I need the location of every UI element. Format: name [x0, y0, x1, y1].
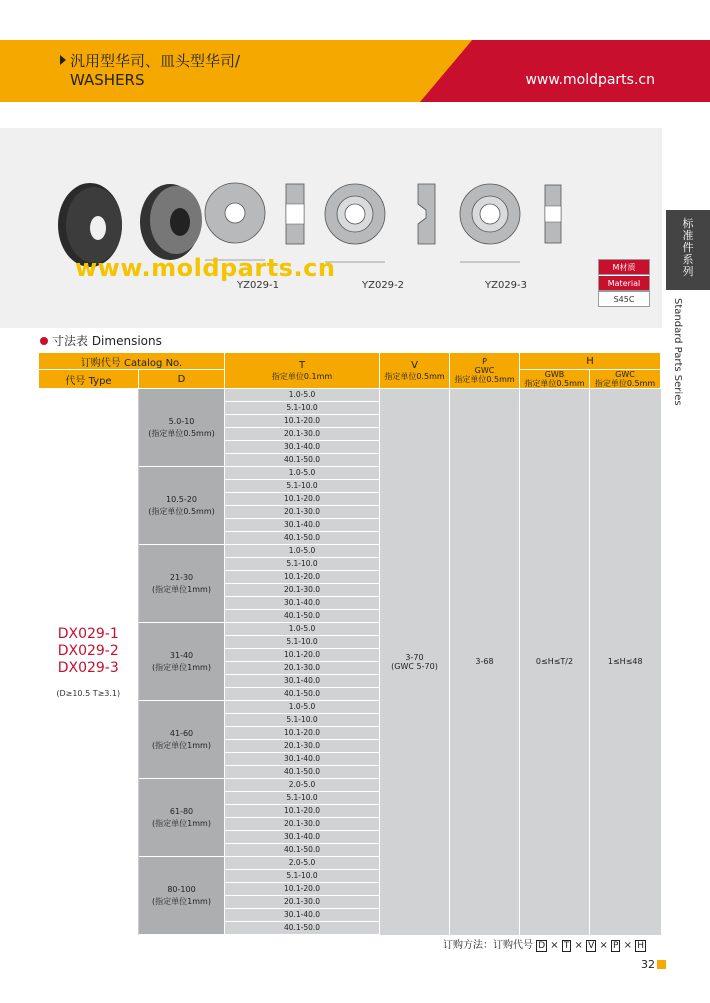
t-value-cell: 20.1-30.0 [225, 818, 380, 831]
header-t: T 指定单位0.1mm [225, 353, 380, 389]
t-value-cell: 5.1-10.0 [225, 636, 380, 649]
t-value-cell: 5.1-10.0 [225, 558, 380, 571]
p-value-cell: 3-68 [450, 389, 520, 935]
header-h-gwb: GWB 指定单位0.5mm [520, 370, 590, 389]
t-value-cell: 20.1-30.0 [225, 584, 380, 597]
order-part-p: P [613, 941, 619, 951]
t-value-cell: 10.1-20.0 [225, 649, 380, 662]
t-value-cell: 1.0-5.0 [225, 389, 380, 402]
t-value-cell: 10.1-20.0 [225, 805, 380, 818]
type-code: DX029-1 [57, 625, 119, 642]
t-value-cell: 30.1-40.0 [225, 519, 380, 532]
side-tab-en: Standard Parts Series [672, 298, 683, 406]
t-value-cell: 30.1-40.0 [225, 441, 380, 454]
type-codes-cell [39, 389, 139, 935]
order-part-v: V [588, 941, 595, 951]
dimensions-table [38, 352, 661, 935]
t-value-cell: 40.1-50.0 [225, 766, 380, 779]
t-value-cell: 1.0-5.0 [225, 467, 380, 480]
t-value-cell: 5.1-10.0 [225, 480, 380, 493]
h-gwc-value-cell: 1≤H≤48 [590, 389, 661, 935]
t-value-cell: 20.1-30.0 [225, 506, 380, 519]
t-value-cell: 2.0-5.0 [225, 779, 380, 792]
page-number: 32 [641, 958, 666, 971]
order-part-d: D [538, 941, 546, 951]
t-value-cell: 20.1-30.0 [225, 428, 380, 441]
page-title: 汎用型华司、皿头型华司/ WASHERS [60, 52, 240, 90]
dimensions-title: 寸法表 Dimensions [40, 332, 162, 349]
t-value-cell: 20.1-30.0 [225, 740, 380, 753]
material-title: M材质 [598, 259, 650, 275]
d-range-cell: 31-40 (指定单位1mm) [139, 623, 225, 701]
d-range-cell: 41-60 (指定单位1mm) [139, 701, 225, 779]
bullet-dot-icon [40, 337, 48, 345]
watermark-text: www.moldparts.cn [75, 254, 336, 282]
d-range-cell: 61-80 (指定单位1mm) [139, 779, 225, 857]
dimensions-body [39, 389, 661, 935]
h-gwb-value-cell: 0≤H≤T/2 [520, 389, 590, 935]
header-h-gwc: GWC 指定单位0.5mm [590, 370, 661, 389]
washer-side-drawing-3 [540, 180, 570, 250]
t-value-cell: 5.1-10.0 [225, 870, 380, 883]
side-tab-cn: 标准件系列 [682, 217, 694, 278]
order-method: 订购方法：订购代号 D × T × V × P × H [443, 940, 645, 951]
header-h: H [520, 353, 661, 370]
t-value-cell: 2.0-5.0 [225, 857, 380, 870]
header-d: D [139, 370, 225, 389]
t-value-cell: 10.1-20.0 [225, 493, 380, 506]
header-url[interactable]: www.moldparts.cn [525, 72, 655, 88]
t-value-cell: 10.1-20.0 [225, 883, 380, 896]
t-value-cell: 40.1-50.0 [225, 844, 380, 857]
t-value-cell: 10.1-20.0 [225, 727, 380, 740]
d-range-cell: 10.5-20 (指定单位0.5mm) [139, 467, 225, 545]
d-range-cell: 21-30 (指定单位1mm) [139, 545, 225, 623]
header-p: P GWC 指定单位0.5mm [450, 353, 520, 389]
d-range-cell: 5.0-10 (指定单位0.5mm) [139, 389, 225, 467]
t-value-cell: 1.0-5.0 [225, 701, 380, 714]
type-code: DX029-2 [57, 642, 119, 659]
header-v: V 指定单位0.5mm [380, 353, 450, 389]
t-value-cell: 5.1-10.0 [225, 402, 380, 415]
material-value: S45C [598, 291, 650, 307]
t-value-cell: 30.1-40.0 [225, 753, 380, 766]
type-code-note: (D≥10.5 T≥3.1) [56, 688, 121, 698]
header-type: 代号 Type [39, 370, 139, 389]
figure-label-2: YZ029-2 [362, 280, 405, 291]
t-value-cell: 40.1-50.0 [225, 922, 380, 935]
t-value-cell: 40.1-50.0 [225, 610, 380, 623]
t-value-cell: 5.1-10.0 [225, 714, 380, 727]
v-value-cell: 3-70 (GWC 5-70) [380, 389, 450, 935]
t-value-cell: 10.1-20.0 [225, 415, 380, 428]
t-value-cell: 10.1-20.0 [225, 571, 380, 584]
side-tab [666, 210, 710, 290]
t-value-cell: 20.1-30.0 [225, 896, 380, 909]
page-title-en: WASHERS [70, 71, 145, 89]
header-catalog: 订购代号 Catalog No. [39, 353, 225, 370]
t-value-cell: 5.1-10.0 [225, 792, 380, 805]
t-value-cell: 20.1-30.0 [225, 662, 380, 675]
table-row [39, 389, 661, 402]
order-part-t: T [563, 941, 570, 951]
figure-label-1: YZ029-1 [237, 280, 280, 291]
t-value-cell: 1.0-5.0 [225, 623, 380, 636]
t-value-cell: 30.1-40.0 [225, 831, 380, 844]
t-value-cell: 30.1-40.0 [225, 909, 380, 922]
t-value-cell: 30.1-40.0 [225, 597, 380, 610]
order-part-h: H [637, 941, 645, 951]
t-value-cell: 40.1-50.0 [225, 688, 380, 701]
type-code: DX029-3 [57, 659, 119, 676]
t-value-cell: 30.1-40.0 [225, 675, 380, 688]
page-square-icon [657, 960, 666, 969]
figure-label-3: YZ029-3 [485, 280, 528, 291]
t-value-cell: 1.0-5.0 [225, 545, 380, 558]
t-value-cell: 40.1-50.0 [225, 454, 380, 467]
d-range-cell: 80-100 (指定单位1mm) [139, 857, 225, 935]
material-label: Material [598, 275, 650, 291]
material-box [598, 259, 650, 307]
bullet-triangle-icon [60, 55, 66, 65]
t-value-cell: 40.1-50.0 [225, 532, 380, 545]
